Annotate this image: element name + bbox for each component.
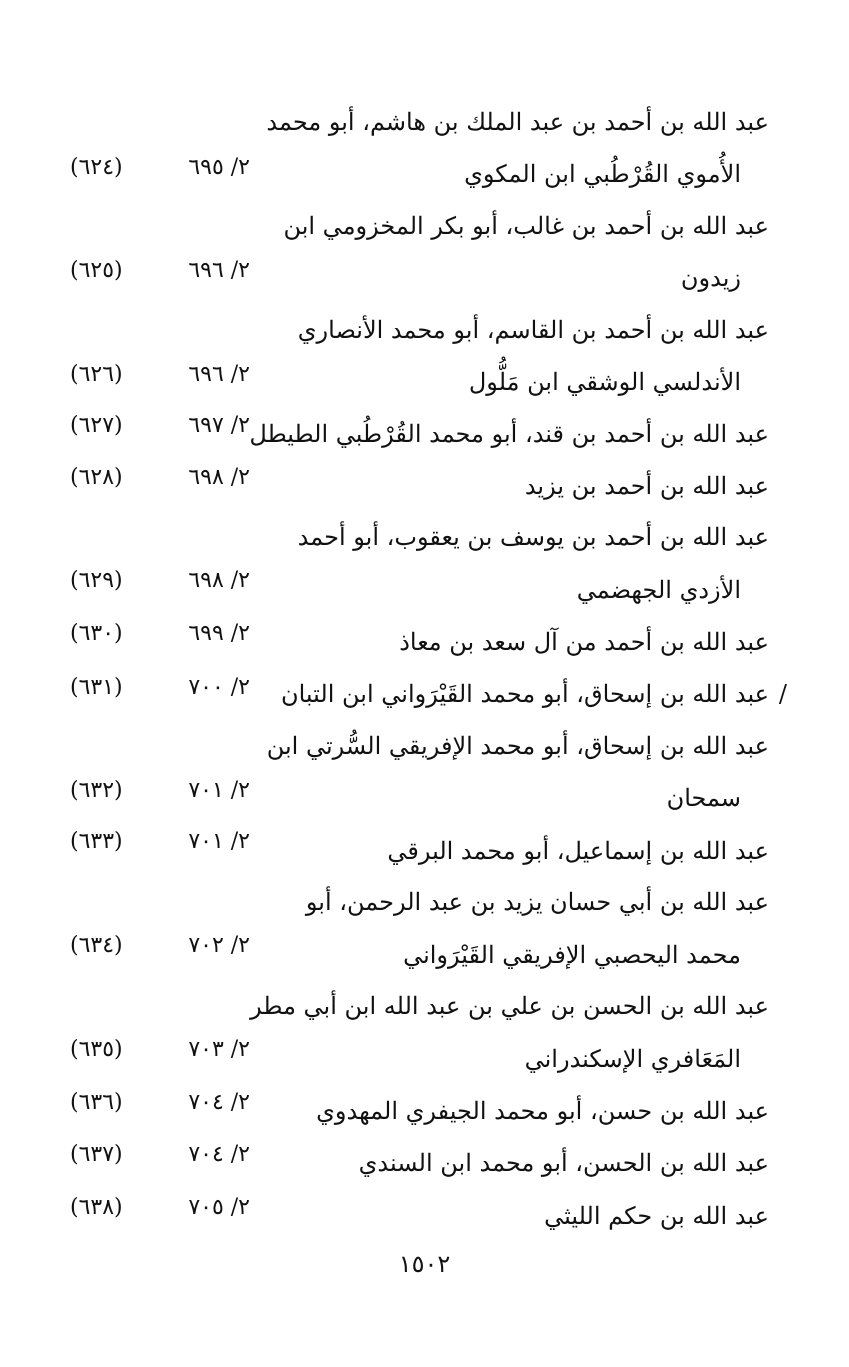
entry-line: عبد الله بن أحمد بن يزيد — [524, 472, 769, 500]
entry-reference — [70, 1139, 250, 1171]
entry-reference — [70, 462, 250, 494]
entry-page-ref: ٢/ ٧٠٥ — [188, 1195, 250, 1220]
entry-line: عبد الله بن إسحاق، أبو محمد الإفريقي السُّرتي ابن — [266, 732, 769, 760]
entry-page-ref: ٢/ ٦٩٦ — [188, 362, 250, 387]
entry-number: (٦٢٤) — [70, 155, 123, 180]
entry-number: (٦٢٧) — [70, 413, 123, 438]
entry-number: (٦٣٥) — [70, 1037, 123, 1062]
entry-line-continued: زيدون — [680, 264, 741, 292]
entry-reference — [70, 359, 250, 391]
entry-page-ref: ٢/ ٧٠٤ — [188, 1142, 250, 1167]
entry-number: (٦٣١) — [70, 675, 123, 700]
entry-line: عبد الله بن إسحاق، أبو محمد القَيْرَواني ابن التبان — [280, 680, 769, 708]
entry-number: (٦٣٦) — [70, 1090, 123, 1115]
entry-line-continued: الأُموي القُرْطُبي ابن المكوي — [464, 160, 741, 188]
entry-page-ref: ٢/ ٧٠١ — [188, 829, 250, 854]
entry-number: (٦٢٨) — [70, 465, 123, 490]
entry-line-continued: المَعَافري الإسكندراني — [524, 1045, 741, 1073]
entry-page-ref: ٢/ ٦٩٦ — [188, 258, 250, 283]
entry-number: (٦٣٣) — [70, 829, 123, 854]
entry-page-ref: ٢/ ٧٠٢ — [188, 933, 250, 958]
entry-page-ref: ٢/ ٦٩٥ — [188, 155, 250, 180]
entry-page-ref: ٢/ ٧٠٣ — [188, 1037, 250, 1062]
entry-page-ref: ٢/ ٧٠٠ — [188, 675, 250, 700]
entry-line: عبد الله بن حسن، أبو محمد الجيفري المهدوي — [316, 1097, 769, 1125]
margin-mark: / — [778, 680, 787, 708]
entry-reference — [70, 826, 250, 858]
entry-line: عبد الله بن أحمد بن يوسف بن يعقوب، أبو أحمد — [297, 523, 769, 551]
entry-number: (٦٢٩) — [70, 568, 123, 593]
entry-line: عبد الله بن أبي حسان يزيد بن عبد الرحمن، أبو — [305, 888, 769, 916]
entry-number: (٦٣٨) — [70, 1195, 123, 1220]
entry-page-ref: ٢/ ٦٩٨ — [188, 465, 250, 490]
entry-line: عبد الله بن الحسن، أبو محمد ابن السندي — [358, 1149, 769, 1177]
entry-line: عبد الله بن الحسن بن علي بن عبد الله ابن أبي مطر — [250, 992, 769, 1020]
entry-line: عبد الله بن أحمد بن القاسم، أبو محمد الأنصاري — [297, 316, 769, 344]
entry-line-continued: الأندلسي الوشقي ابن مَلُّول — [468, 368, 741, 396]
entry-line: عبد الله بن إسماعيل، أبو محمد البرقي — [387, 837, 769, 865]
entry-line: عبد الله بن أحمد بن غالب، أبو بكر المخزومي ابن — [283, 212, 769, 240]
entry-line-continued: الأزدي الجهضمي — [576, 576, 741, 604]
entry-line: عبد الله بن أحمد بن قند، أبو محمد القُرْطُبي الطيطل — [249, 420, 769, 448]
entry-line-continued: سمحان — [666, 784, 741, 812]
entry-reference — [70, 672, 250, 704]
entry-reference — [70, 1034, 250, 1066]
entry-reference — [70, 565, 250, 597]
entry-line: عبد الله بن أحمد بن عبد الملك بن هاشم، أبو محمد — [266, 108, 769, 136]
entry-number: (٦٣٤) — [70, 933, 123, 958]
entry-number: (٦٣٢) — [70, 778, 123, 803]
entry-line-continued: محمد اليحصبي الإفريقي القَيْرَواني — [403, 941, 741, 969]
entry-reference — [70, 410, 250, 442]
entry-reference — [70, 618, 250, 650]
entry-reference — [70, 255, 250, 287]
entry-number: (٦٢٥) — [70, 258, 123, 283]
entry-line: عبد الله بن أحمد من آل سعد بن معاذ — [399, 628, 769, 656]
entry-reference — [70, 152, 250, 184]
entry-number: (٦٢٦) — [70, 362, 123, 387]
page-number: ١٥٠٢ — [398, 1250, 451, 1278]
entry-page-ref: ٢/ ٦٩٩ — [188, 621, 250, 646]
entry-line: عبد الله بن حكم الليثي — [544, 1202, 769, 1230]
entry-reference — [70, 1192, 250, 1224]
entry-page-ref: ٢/ ٦٩٧ — [188, 413, 250, 438]
entry-reference — [70, 930, 250, 962]
entry-reference — [70, 775, 250, 807]
entry-page-ref: ٢/ ٦٩٨ — [188, 568, 250, 593]
entry-page-ref: ٢/ ٧٠١ — [188, 778, 250, 803]
entry-page-ref: ٢/ ٧٠٤ — [188, 1090, 250, 1115]
entry-reference — [70, 1087, 250, 1119]
entry-number: (٦٣٧) — [70, 1142, 123, 1167]
entry-number: (٦٣٠) — [70, 621, 123, 646]
